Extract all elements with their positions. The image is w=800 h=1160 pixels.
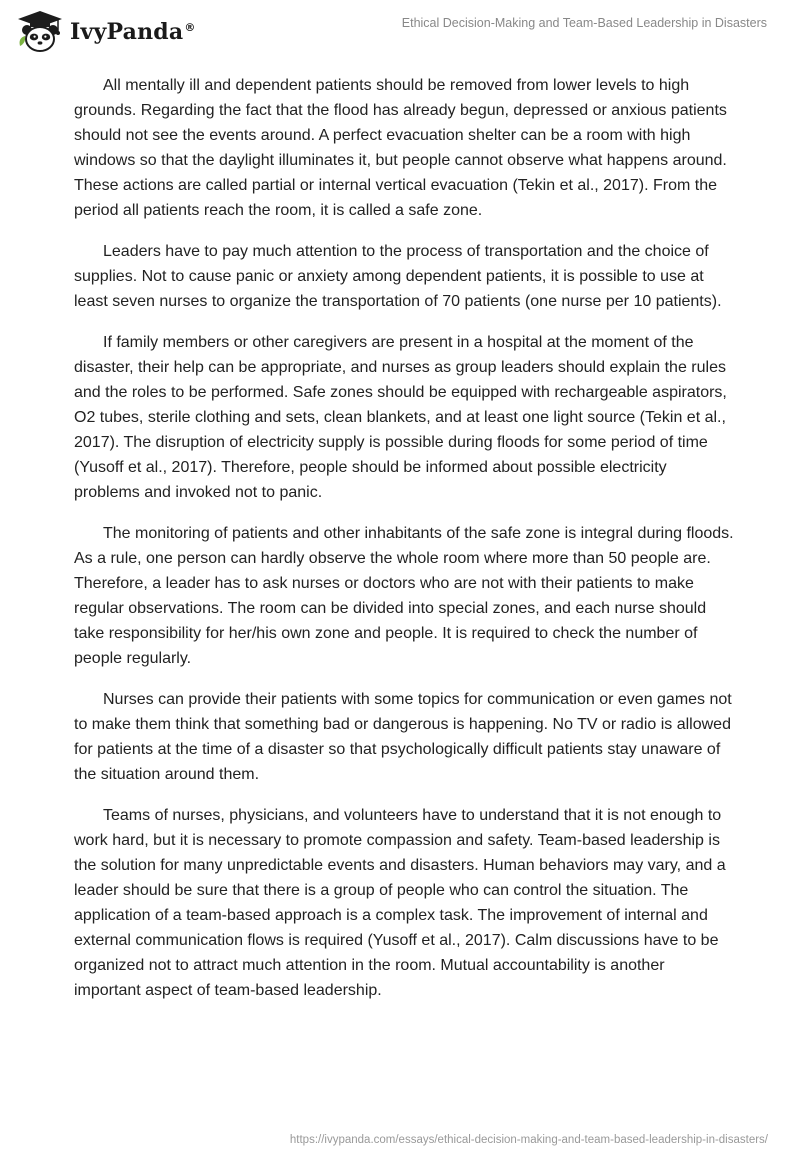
paragraph: If family members or other caregivers are present in a hospital at the moment of the disaster, their help can be appropriate, and nurses as group leaders should explain the rules and the roles to be performed. Safe zones should be equipped with rechargeable aspirators, O2 tubes, sterile clothing and sets, clean blankets, and at least one light source (Tekin et al., 2017). The disruption of electricity supply is possible during floods for some period of time (Yusoff et al., 2017). Therefore, people should be informed about possible electricity problems and invoked not to panic. — [74, 334, 727, 501]
paragraph: All mentally ill and dependent patients should be removed from lower levels to high grounds. Regarding the fact that the flood has already begun, depressed or anxious patients should not see the events around. A perfect evacuation shelter can be a room with high windows so that the daylight illuminates it, but people cannot observe what happens around. These actions are called partial or internal vertical evacuation (Tekin et al., 2017). From the period all patients reach the room, it is called a safe zone. — [74, 77, 727, 219]
essay-body — [74, 73, 734, 1019]
paragraph: Nurses can provide their patients with some topics for communication or even games not to make them think that something bad or dangerous is happening. No TV or radio is allowed for patients at the time of a disaster so that psychologically difficult patients stay unaware of the situation around them. — [74, 691, 732, 783]
source-url-link[interactable]: https://ivypanda.com/essays/ethical-decision-making-and-team-based-leadership-in-disasters/ — [289, 1134, 768, 1146]
logo-wordmark: IvyPanda® — [70, 19, 196, 45]
paragraph: Teams of nurses, physicians, and volunteers have to understand that it is not enough to work hard, but it is necessary to promote compassion and safety. Team-based leadership is the solution for many unpredictable events and disasters. Human behaviors may vary, and a leader should be sure that there is a group of people who can control the situation. The application of a team-based approach is a complex task. The improvement of internal and external communication flows is required (Yusoff et al., 2017). Calm discussions have to be organized not to attract much attention in the room. Mutual accountability is another important aspect of team-based leadership. — [74, 807, 726, 999]
paragraph: The monitoring of patients and other inhabitants of the safe zone is integral during floods. As a rule, one person can hardly observe the whole room where more than 50 people are. Therefore, a leader has to ask nurses or doctors who are not with their patients to make regular observations. The room can be divided into special zones, and each nurse should take responsibility for her/his own zone and people. It is required to check the number of people regularly. — [74, 525, 734, 667]
paragraph: Leaders have to pay much attention to the process of transportation and the choice of supplies. Not to cause panic or anxiety among dependent patients, it is possible to use at least seven nurses to organize the transportation of 70 patients (one nurse per 10 patients). — [74, 243, 722, 310]
page-header — [0, 0, 800, 60]
document-title: Ethical Decision-Making and Team-Based Leadership in Disasters — [401, 16, 767, 30]
panda-graduate-icon — [16, 10, 64, 54]
ivypanda-logo[interactable] — [16, 10, 196, 54]
